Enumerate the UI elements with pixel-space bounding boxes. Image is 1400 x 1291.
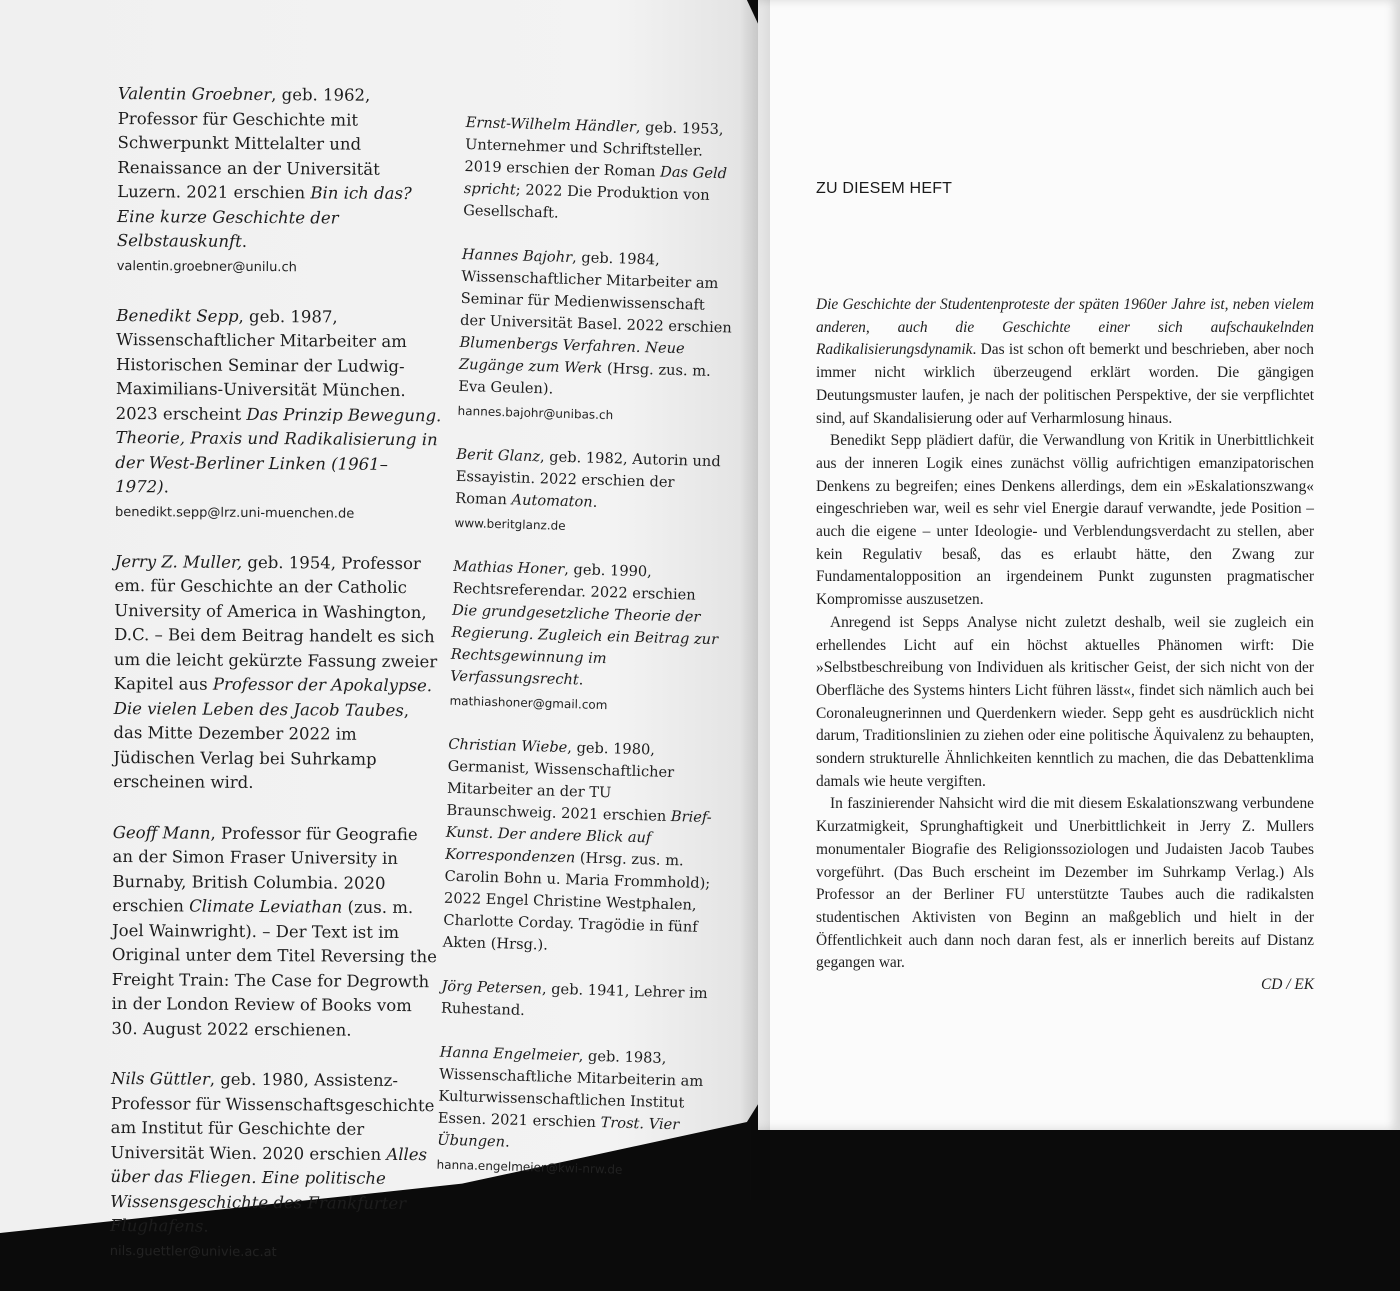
contributor-email[interactable]: nils.guettler@univie.ac.at	[109, 1243, 277, 1260]
contributor-website[interactable]: www.beritglanz.de	[454, 515, 566, 533]
contributor-entry	[115, 303, 443, 525]
contributor-bio-tail: .	[241, 231, 248, 251]
contributor-entry	[111, 820, 439, 1043]
contributor-name: Hanna Engelmeier	[439, 1043, 579, 1065]
contributor-name: Berit Glanz	[456, 445, 541, 466]
contributor-bio: , geb. 1982, Autorin und Essayistin. 2022 erschien der Roman	[454, 448, 721, 509]
contributor-bio: , geb. 1980, Germanist, Wissenschaftlicher Mitarbeiter an der TU Braunschweig. 2021 erschien	[446, 739, 675, 825]
contributor-entry	[110, 1067, 437, 1265]
contributor-name: Nils Güttler	[110, 1068, 210, 1089]
contributor-bio: , geb. 1987, Wissenschaftlicher Mitarbeiter am Historischen Seminar der Ludwig-Maximilians-Universität München. 2023 erscheint	[115, 306, 407, 424]
contributor-work: Blumenbergs Verfahren. Neue Zugänge zum Werk	[458, 333, 685, 377]
contributor-work: Alles über das Fliegen. Eine politische Wissensgeschichte des Frankfurter Flughafens	[109, 1144, 428, 1236]
contributor-work: Climate Leviathan	[189, 896, 343, 917]
contributor-bio: , geb. 1983, Wissenschaftliche Mitarbeiterin am Kulturwissenschaftlichen Institut Essen. 2021 erschien	[437, 1047, 704, 1132]
contributor-work: Bin ich das? Eine kurze Geschichte der Selbstauskunft	[116, 183, 412, 251]
contributor-email[interactable]: valentin.groebner@unilu.ch	[116, 258, 297, 275]
contributor-name: Valentin Groebner	[117, 83, 272, 105]
contributor-bio: , geb. 1984, Wissenschaftlicher Mitarbeiter am Seminar für Medienwissenschaft der Universität Basel. 2022 erschien	[459, 249, 733, 337]
contributor-work: Das Prinzip Bewegung. Theorie, Praxis und Radikalisierung in der West-Berliner Linken (1961–1972)	[115, 404, 442, 497]
contributor-bio: , geb. 1941, Lehrer im Ruhestand.	[440, 980, 708, 1019]
contributor-work: Die grundgesetzliche Theorie der Regierung. Zugleich ein Beitrag zur Rechtsgewinnung im Verfassungsrecht	[450, 601, 719, 689]
contributors-column-2	[436, 112, 738, 1205]
contributor-entry	[457, 244, 734, 430]
contributor-bio-tail: .	[578, 671, 584, 689]
contributor-bio: , Professor für Geografie an der Simon Fraser University in Burnaby, British Columbia. 2020 erschien	[112, 823, 418, 916]
contributor-bio: , geb. 1962, Professor für Geschichte mit Schwerpunkt Mittelalter und Renaissance an der Universität Luzern. 2021 erschien	[117, 85, 380, 203]
editorial-body	[816, 294, 1314, 975]
contributor-entry	[442, 734, 720, 962]
editorial-paragraph: Benedikt Sepp plädiert dafür, die Verwandlung von Kritik in Unerbittlichkeit aus der inneren Logik eines zunächst völlig aufrichtigen emanzipatorischen Denkens zu begreifen; eines Denkens allerdings, dem ein »Eskalationszwang« eingeschrieben war, weil es sehr viel Energie darauf verwandte, jede Position – auch die eigene – unter Ideologie- und Verblendungsverdacht zu stellen, aber kein Regulativ besaß, das es erlaubt hätte, den Zwang zur Fundamentalopposition an irgendeinem Punkt zugunsten pragmatischer Kompromisse auszusetzen.	[816, 432, 1314, 609]
contributor-name: Jörg Petersen	[441, 977, 543, 998]
editorial-paragraph: Anregend ist Sepps Analyse nicht zuletzt deshalb, weil sie zugleich ein erhellendes Licht auf ein höchst aktuelles Phänomen wirft: Die »Selbstbeschreibung von Individuen als kritischer Geist, der sich nicht von der Oberfläche des Systems hinters Licht führen lässt«, findet sich nämlich auch bei Coronaleugnerinnen und Querdenkern wieder. Sepp geht es ausdrücklich nicht darum, Traditionslinien zu ziehen oder eine politische Äquivalenz zu behaupten, sondern strukturelle Ähnlichkeiten kenntlich zu machen, die das Debattenklima damals wie heute vergiften.	[816, 613, 1314, 790]
contributor-entry	[113, 549, 441, 796]
contributor-entry	[463, 112, 738, 230]
editorial-paragraph: Die Geschichte der Studentenproteste der späten 1960er Jahre ist, neben vielem anderen, auch die Geschichte einer sich aufschaukelnden Radikalisierungsdynamik. Das ist schon oft bemerkt und beschrieben, aber noch immer nicht wirklich überzeugend erklärt worden. Die gängigen Deutungsmuster laufen, je nach der politischen Perspektive, der sie verpflichtet sind, auf Skandalisierung oder auf Verharmlosung hinaus.	[816, 296, 1314, 427]
contributor-email[interactable]: hanna.engelmeier@kwi-nrw.de	[436, 1157, 623, 1177]
contributor-bio-tail: (Hrsg. zus. m. Carolin Bohn u. Maria Frommhold); 2022 Engel Christine Westphalen, Charlotte Corday. Tragödie in fünf Akten (Hrsg.).	[442, 849, 711, 954]
contributor-bio-tail: (zus. m. Joel Wainwright). – Der Text ist im Original unter dem Titel Reversing the Freight Train: The Case for Degrowth in der London Review of Books vom 30. August 2022 erschienen.	[111, 897, 438, 1040]
contributor-bio-tail: .	[504, 1133, 510, 1151]
contributor-work: Professor der Apokalypse. Die vielen Leben des Jacob Taubes	[113, 674, 433, 720]
contributor-work: Trost. Vier Übungen	[437, 1114, 680, 1151]
contributor-entry	[449, 556, 725, 720]
contributor-name: Mathias Honer	[453, 557, 565, 578]
contributor-bio: , geb. 1990, Rechtsreferendar. 2022 erschien	[452, 560, 696, 604]
contributor-name: Hannes Bajohr	[461, 245, 573, 267]
contributor-bio: , geb. 1980, Assistenz-Professor für Wissenschaftsgeschichte am Institut für Geschichte der Universität Wien. 2020 erschien	[110, 1069, 435, 1164]
contributor-bio-tail: .	[592, 493, 598, 511]
contributor-work: Das Geld spricht	[463, 163, 728, 199]
editor-signature: CD / EK	[1260, 976, 1314, 993]
contributor-email[interactable]: benedikt.sepp@lrz.uni-muenchen.de	[114, 504, 355, 522]
contributor-entry	[441, 976, 714, 1028]
contributor-email[interactable]: mathiashoner@gmail.com	[449, 693, 608, 713]
contributor-name: Christian Wiebe	[448, 735, 568, 757]
editorial-lead: Die Geschichte der Studentenproteste der späten 1960er Jahre ist, neben vielem anderen, auch die Geschichte einer sich aufschaukelnden Radikalisierungsdynamik	[816, 296, 1314, 359]
editorial-paragraph: In faszinierender Nahsicht wird die mit diesem Eskalationszwang verbundene Kurzatmigkeit, Sprunghaftigkeit und Unerbittlichkeit in Jerry Z. Mullers monumentaler Biografie des Religionssoziologen und Judaisten Jacob Taubes vorgeführt. (Das Buch erscheint im Dezember im Suhrkamp Verlag.) Als Professor an der Berliner FU unterstützte Taubes auch die radikalsten studentischen Aktivisten von Beginn an maßgeblich und hielt in der Öffentlichkeit auch dann noch daran fest, als er innerlich bereits auf Distanz gegangen war.	[816, 795, 1314, 972]
contributor-name: Benedikt Sepp	[116, 305, 239, 326]
page-title: ZU DIESEM HEFT	[816, 180, 953, 197]
contributor-bio-tail: ; 2022 Die Produktion von Gesellschaft.	[463, 181, 710, 222]
contributor-bio-tail: .	[203, 1216, 209, 1236]
contributor-bio-tail: .	[163, 477, 169, 497]
contributor-name: Jerry Z. Muller,	[114, 551, 243, 572]
contributor-bio: geb. 1954, Professor em. für Geschichte an der Catholic University of America in Washington, D.C. – Bei dem Beitrag handelt es sich um die leicht gekürzte Fassung zweier Kapitel aus	[113, 552, 438, 694]
contributor-entry	[117, 82, 444, 280]
contributor-bio-tail: (Hrsg. zus. m. Eva Geulen).	[458, 359, 712, 398]
contributor-entry	[454, 444, 728, 542]
contributor-email[interactable]: hannes.bajohr@unibas.ch	[457, 403, 614, 423]
contributor-name: Ernst-Wilhelm Händler	[465, 113, 637, 136]
contributor-entry	[436, 1042, 712, 1184]
contributor-work: Brief-Kunst. Der andere Blick auf Korrespondenzen	[445, 807, 712, 867]
contributor-bio: , geb. 1953, Unternehmer und Schriftsteller. 2019 erschien der Roman	[464, 118, 724, 181]
contributor-bio-tail: , das Mitte Dezember 2022 im Jüdischen Verlag bei Suhrkamp erscheinen wird.	[113, 700, 410, 792]
contributor-work: Automaton	[511, 491, 593, 511]
contributors-column-1	[110, 82, 444, 1291]
contributor-name: Geoff Mann	[112, 822, 211, 843]
